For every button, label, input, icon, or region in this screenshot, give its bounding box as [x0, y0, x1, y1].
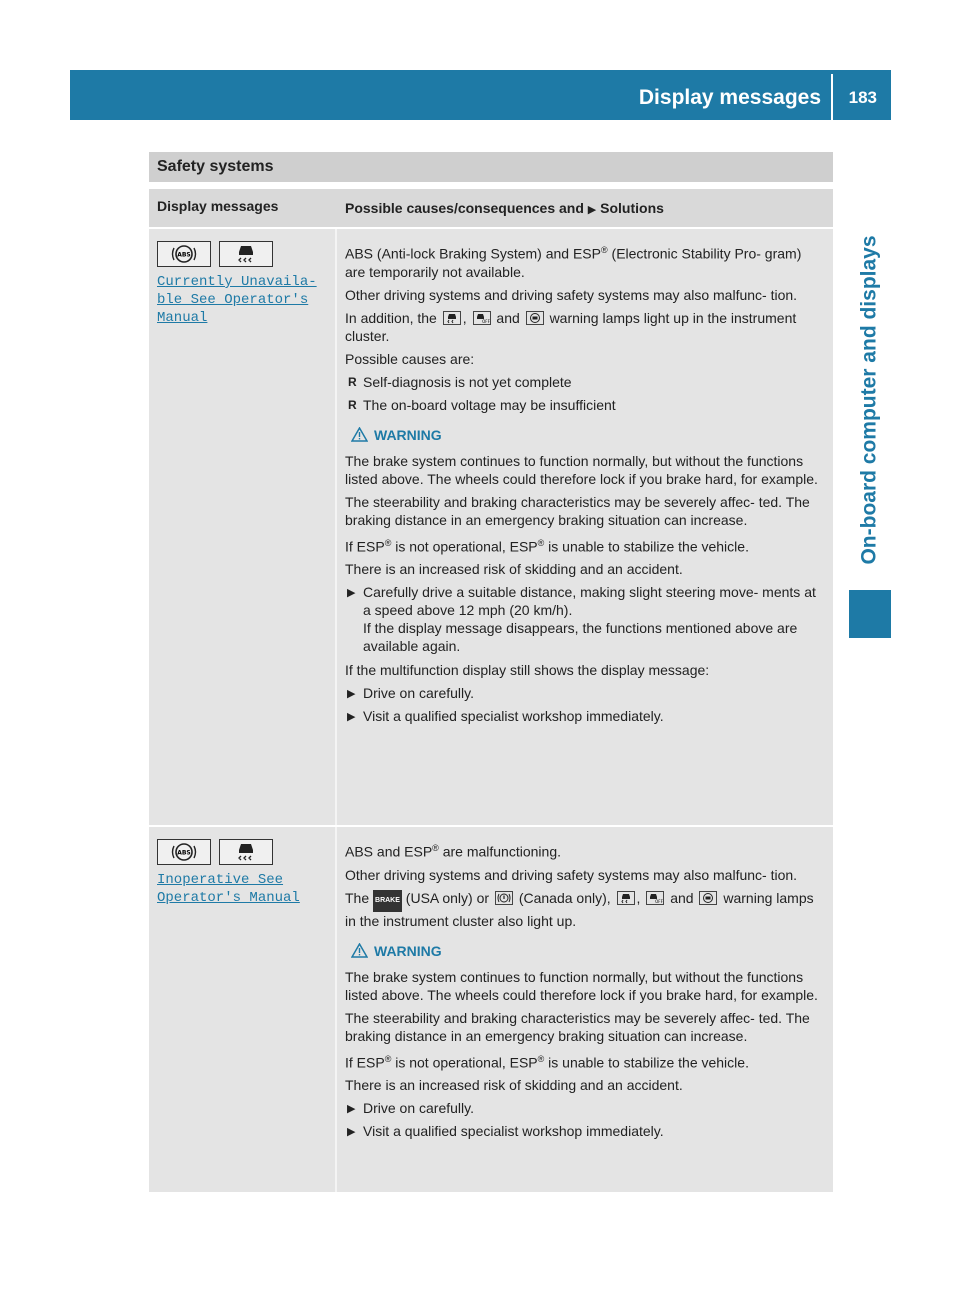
list-item: R Self-diagnosis is not yet complete	[345, 373, 823, 391]
instruction-step: ▶ Visit a qualified specialist workshop immediately.	[345, 1122, 823, 1140]
instruction-step: ▶ Drive on carefully.	[345, 684, 823, 702]
chapter-marker	[849, 590, 891, 638]
section-title: Safety systems	[149, 152, 833, 182]
abs-warning-icon	[157, 241, 211, 267]
abs-warning-icon	[157, 839, 211, 865]
esp-lamp-icon	[617, 891, 635, 905]
brake-circle-lamp-icon	[495, 891, 513, 905]
svg-text:ABS: ABS	[177, 849, 191, 857]
instruction-step: ▶ Carefully drive a suitable distance, making slight steering move- ments at a speed above 12 mph (20 km/h). If the display message disappears, the functions mentioned above are available again.	[345, 583, 823, 655]
causes-cell: ABS and ESP® are malfunctioning. Other driving systems and driving safety systems may also malfunc- tion. The BRAKE (USA only) or (Canada only), , OFF and warning lamps in the instrument cluster also light up. WARNING The brake system continues to function normally, but without the functions listed above. The wheels could therefore lock if you brake hard, for example. The steerability and braking characteristics may be severely affec- ted. The braking distance in an emergency braking situation can increase. If ESP® is not operational, ESP® is unable to stabilize the vehicle. There is an increased risk of skidding and an accident. ▶ Drive on carefully. ▶ Visit a qualified specialist workshop immediately.	[337, 827, 833, 1192]
abs-lamp-icon	[526, 311, 544, 325]
esp-off-lamp-icon	[646, 891, 664, 905]
table-row	[149, 827, 833, 1192]
display-messages-table	[149, 189, 833, 1192]
abs-lamp-icon	[699, 891, 717, 905]
instruction-step: ▶ Visit a qualified specialist workshop immediately.	[345, 707, 823, 725]
instruction-step: ▶ Drive on carefully.	[345, 1099, 823, 1117]
esp-warning-icon	[219, 839, 273, 865]
header-separator	[831, 74, 833, 120]
col-header-causes: Possible causes/consequences and ▶ Solutions	[345, 200, 664, 216]
header-bar	[70, 70, 891, 120]
list-item: R The on-board voltage may be insufficient	[345, 396, 823, 414]
chapter-title: On-board computer and displays	[858, 235, 881, 565]
esp-off-lamp-icon	[473, 311, 491, 325]
page-number: 183	[848, 88, 877, 107]
esp-lamp-icon	[443, 311, 461, 325]
svg-text:ABS: ABS	[177, 251, 191, 259]
header-title: Display messages	[638, 86, 821, 109]
svg-text:OFF: OFF	[655, 898, 664, 904]
esp-warning-icon	[219, 241, 273, 267]
warning-triangle-icon	[351, 943, 368, 958]
display-message-cell	[149, 827, 337, 1192]
svg-text:OFF: OFF	[481, 318, 490, 324]
warning-heading: WARNING	[351, 942, 823, 960]
warning-heading: WARNING	[351, 426, 823, 444]
arrow-icon: ▶	[587, 204, 597, 216]
table-header	[149, 189, 833, 227]
warning-triangle-icon	[351, 427, 368, 442]
display-message-text: Inoperative See Operator's Manual	[157, 872, 300, 906]
table-row	[149, 229, 833, 825]
display-message-cell	[149, 229, 337, 825]
col-header-display-messages: Display messages	[157, 198, 279, 214]
causes-cell: ABS (Anti-lock Braking System) and ESP® (Electronic Stability Pro- gram) are temporarily not available. Other driving systems and driving safety systems may also malfunc- tion. In addition, the , OFF and warning lamps light up in the instrument cluster. Possible causes are: R Self-diagnosis is not yet complete R The on-board voltage may be insufficient WARNING The brake system continues to function normally, but without the functions listed above. The wheels could therefore lock if you brake hard, for example. The steerability and braking characteristics may be severely affec- ted. The braking distance in an emergency braking situation can increase. If ESP® is not operational, ESP® is unable to stabilize the vehicle. There is an increased risk of skidding and an accident. ▶ Carefully drive a suitable distance, making slight steering move- ments at a speed above 12 mph (20 km/h). If the display message disappears, the functions mentioned above are available again. If the multifunction display still shows the display message: ▶ Drive on carefully. ▶ Visit a qualified specialist workshop immediately.	[337, 229, 833, 825]
brake-lamp-icon: BRAKE	[373, 890, 402, 912]
display-message-text: Currently Unavaila‐ ble See Operator's Manual	[157, 274, 317, 326]
